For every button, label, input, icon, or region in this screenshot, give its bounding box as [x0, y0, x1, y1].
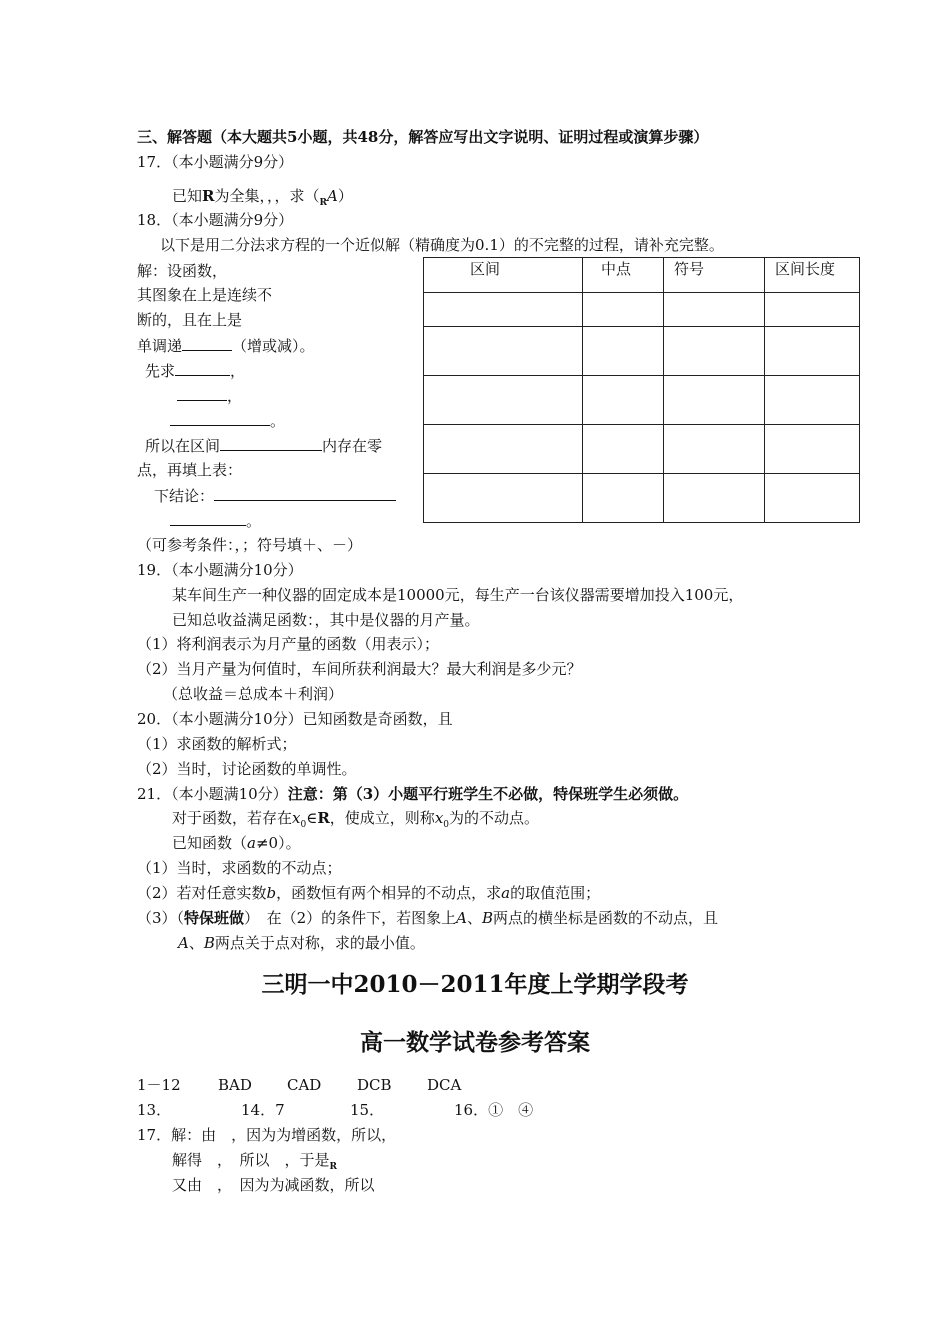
answer-17-line: 又由 ， 因为为减函数，所以	[172, 1176, 375, 1194]
cell	[765, 293, 860, 327]
text: ） 在（2）的条件下，若图象上	[244, 909, 457, 927]
text: 两点关于点对称，求的最小值。	[214, 934, 425, 952]
text: （增或减）。	[232, 337, 315, 355]
table-row	[424, 474, 860, 523]
q18-line	[154, 485, 396, 506]
cell	[583, 293, 664, 327]
answer-row-2	[137, 1100, 534, 1120]
answer: 15．	[350, 1101, 385, 1119]
blank	[220, 435, 322, 451]
blank	[214, 485, 396, 501]
text: ，使成立，则称	[329, 809, 435, 827]
var-a: a	[247, 834, 256, 852]
text: （2）若对任意实数	[137, 884, 267, 902]
answer-row-1	[137, 1075, 462, 1095]
cell	[664, 425, 765, 474]
text: 先求	[145, 362, 176, 380]
text: （3）（	[137, 909, 185, 927]
blank	[182, 335, 232, 351]
q19-line: 某车间生产一种仪器的固定成本是10000元，每生产一台该仪器需要增加投入100元，	[172, 586, 744, 604]
header-sign: 符号	[664, 258, 765, 293]
complement-sub: R	[329, 1162, 337, 1172]
set-R: R	[202, 187, 215, 205]
answer-subtitle: 高一数学试卷参考答案	[360, 1029, 590, 1056]
q18-note: （可参考条件：，；符号填＋、－）	[137, 536, 363, 554]
point-B: B	[481, 909, 493, 927]
point-A: A	[456, 909, 467, 927]
q18-line	[145, 435, 382, 456]
text: ，函数恒有两个相异的不动点，求	[276, 884, 502, 902]
text: 两点的横坐标是函数的不动点，且	[493, 909, 719, 927]
blank	[177, 385, 227, 401]
cell	[664, 327, 765, 376]
answer: 16．① ④	[454, 1101, 534, 1119]
cell	[664, 293, 765, 327]
answer: BAD	[218, 1076, 252, 1094]
text: 所以在区间	[145, 437, 221, 455]
q18-line: 断的，且在上是	[137, 311, 243, 329]
cell	[424, 474, 583, 523]
text: 已知	[172, 187, 203, 205]
q18-head: 18．（本小题满分9分）	[137, 211, 294, 229]
cell	[583, 425, 664, 474]
cell	[765, 474, 860, 523]
text: 对于函数，若存在	[172, 809, 293, 827]
answer: DCA	[427, 1076, 462, 1094]
blank	[170, 410, 270, 426]
q18-line	[177, 385, 242, 406]
cell	[765, 376, 860, 425]
q21-part3	[137, 908, 718, 928]
text: ≠0）。	[255, 834, 301, 852]
var-x: x	[292, 809, 301, 827]
text: 下结论：	[154, 487, 215, 505]
table-row	[424, 293, 860, 327]
table-row	[424, 425, 860, 474]
text: 。	[246, 512, 262, 530]
q18-line: 其图象在上是连续不	[137, 286, 273, 304]
q20-part2: （2）当时，讨论函数的单调性。	[137, 760, 357, 778]
text: 单调递	[137, 337, 183, 355]
set-A: A	[326, 187, 338, 205]
cell	[424, 425, 583, 474]
q20-head: 20．（本小题满分10分）已知函数是奇函数，且	[137, 710, 453, 728]
cell	[765, 327, 860, 376]
answer: 13．	[137, 1101, 172, 1119]
table-row	[424, 376, 860, 425]
cell	[664, 376, 765, 425]
q21-line	[172, 833, 301, 853]
point-B: B	[203, 934, 215, 952]
text: 内存在零	[322, 437, 383, 455]
text: ∈	[306, 809, 318, 827]
q20-part1: （1）求函数的解析式；	[137, 735, 297, 753]
text: ，	[230, 362, 246, 380]
q17-statement	[172, 186, 353, 213]
cell	[424, 376, 583, 425]
special-class: 特保班做	[184, 909, 245, 927]
text: 为全集，，，求（	[214, 187, 320, 205]
table-header-row	[424, 258, 860, 293]
q21-part3-cont	[178, 933, 425, 953]
sub: 0	[443, 820, 450, 830]
var-b: b	[266, 884, 277, 902]
answer: DCB	[357, 1076, 392, 1094]
q19-head: 19．（本小题满分10分）	[137, 561, 303, 579]
cell	[664, 474, 765, 523]
answer-17-line: 17．解：由 ，因为为增函数，所以，	[137, 1126, 397, 1144]
var-a: a	[501, 884, 511, 902]
cell	[583, 474, 664, 523]
q19-part1: （1）将利润表示为月产量的函数（用表示）；	[137, 635, 440, 653]
cell	[583, 376, 664, 425]
cell	[765, 425, 860, 474]
q21-part2	[137, 883, 600, 903]
sub: 0	[300, 820, 307, 830]
header-length: 区间长度	[765, 258, 860, 293]
q19-hint: （总收益＝总成本＋利润）	[163, 685, 344, 703]
table-row	[424, 327, 860, 376]
bisection-table	[423, 257, 860, 523]
q21-line	[172, 808, 539, 835]
q18-line	[170, 510, 261, 531]
q18-line: 解：设函数，	[137, 262, 228, 280]
blank	[175, 360, 230, 376]
q21-head	[137, 784, 688, 804]
cell	[424, 327, 583, 376]
section-heading: 三、解答题（本大题共5小题，共48分，解答应写出文字说明、证明过程或演算步骤）	[137, 128, 709, 146]
q19-line: 已知总收益满足函数：，其中是仪器的月产量。	[172, 611, 480, 629]
answer-17-line	[172, 1150, 337, 1177]
var-x: x	[434, 809, 444, 827]
text: 、	[188, 934, 204, 952]
point-A: A	[178, 934, 189, 952]
q19-part2: （2）当月产量为何值时，车间所获利润最大？最大利润是多少元？	[137, 660, 582, 678]
header-interval: 区间	[424, 258, 583, 293]
cell	[583, 327, 664, 376]
label: 1－12	[137, 1076, 181, 1094]
answer: CAD	[287, 1076, 322, 1094]
text: 为的不动点。	[449, 809, 540, 827]
text: 21．（本小题满10分）	[137, 785, 288, 803]
header-midpoint: 中点	[583, 258, 664, 293]
set-R: R	[317, 809, 330, 827]
q18-line	[170, 410, 285, 431]
blank	[170, 510, 246, 526]
answer: 14．7	[241, 1101, 285, 1119]
text: 已知函数（	[172, 834, 248, 852]
q17-head: 17．（本小题满分9分）	[137, 153, 294, 171]
text: ，	[227, 387, 243, 405]
text: 、	[466, 909, 482, 927]
q18-line	[145, 360, 245, 381]
text: 解得 ， 所以 ，于是	[172, 1151, 330, 1169]
cell	[424, 293, 583, 327]
complement-sub: R	[319, 198, 327, 208]
q21-part1: （1）当时，求函数的不动点；	[137, 859, 342, 877]
q18-intro: 以下是用二分法求方程的一个近似解（精确度为0.1）的不完整的过程，请补充完整。	[160, 236, 724, 254]
q18-line: 点，再填上表：	[137, 461, 243, 479]
answer-title: 三明一中2010－2011年度上学期学段考	[261, 971, 689, 998]
q21-note: 注意：第（3）小题平行班学生不必做，特保班学生必须做。	[287, 785, 689, 803]
q18-line	[137, 335, 315, 356]
text: ）	[337, 187, 353, 205]
text: 。	[270, 412, 286, 430]
text: 的取值范围；	[510, 884, 601, 902]
